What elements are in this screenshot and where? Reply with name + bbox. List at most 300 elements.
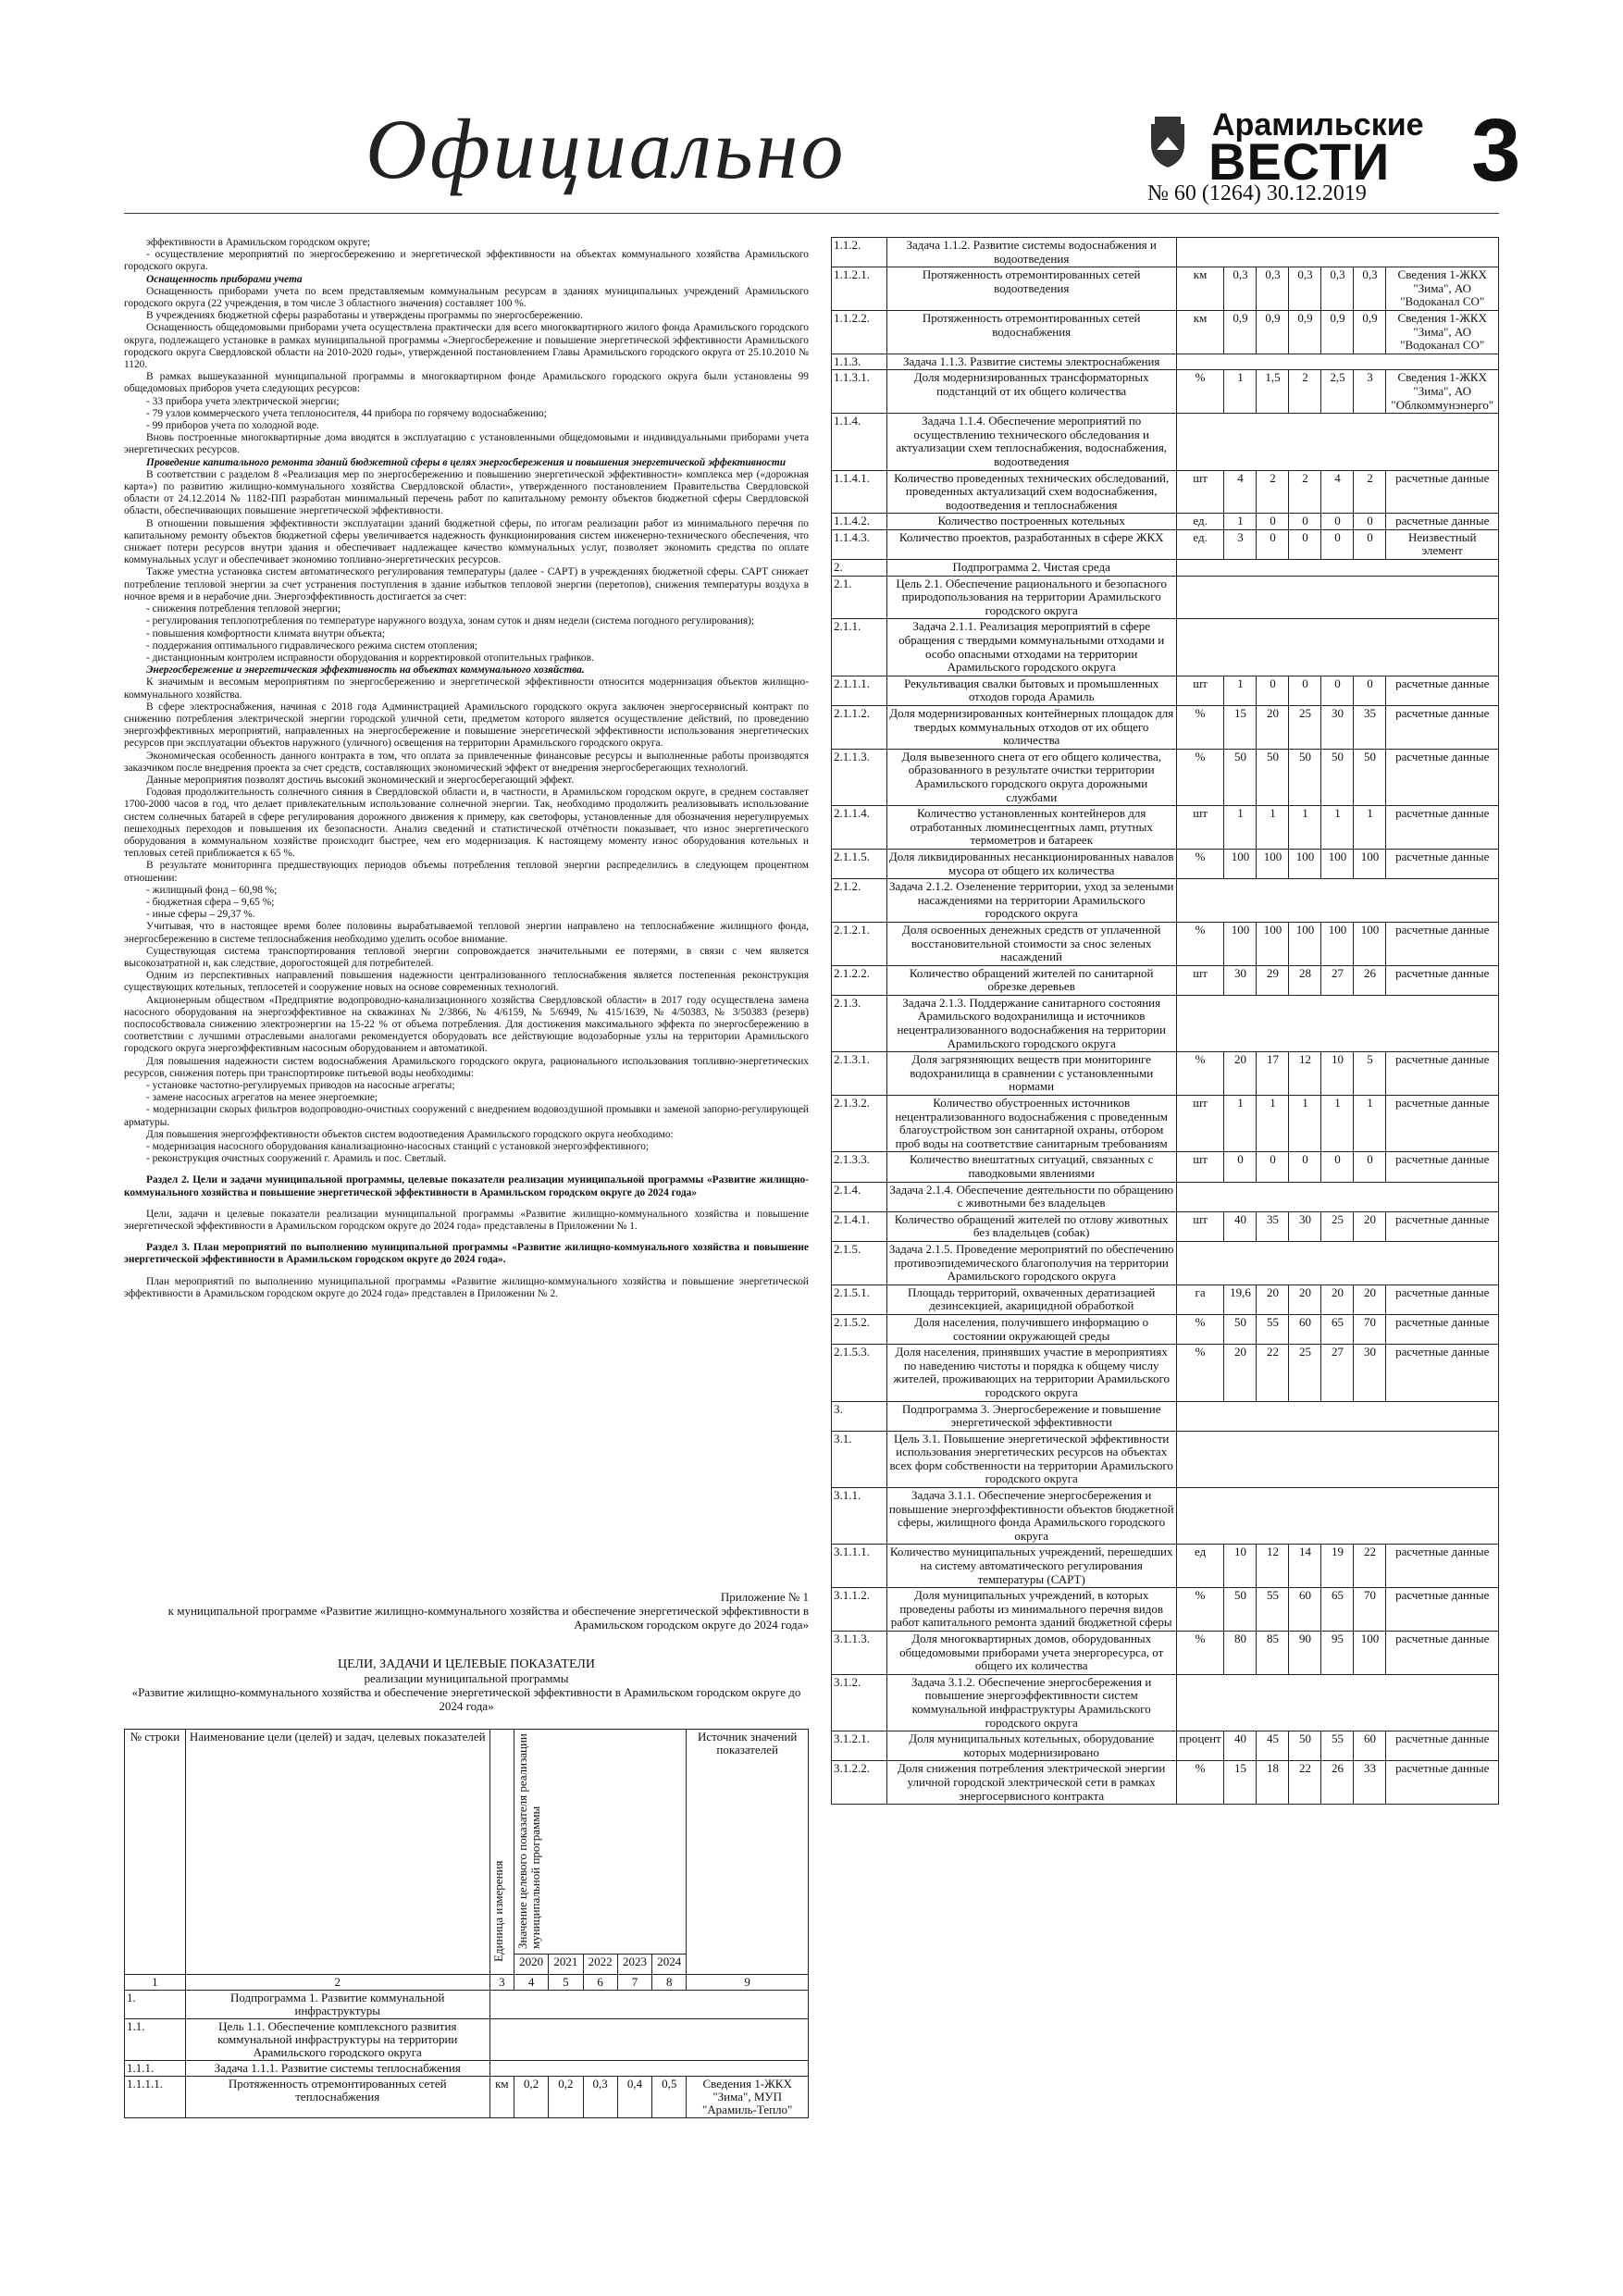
page-number: 3 xyxy=(1471,101,1521,200)
row-value: 1 xyxy=(1224,370,1257,414)
row-unit: % xyxy=(1176,1052,1224,1096)
paragraph: Акционерным обществом «Предприятие водопроводно-канализационного хозяйства Свердловской области» в 2017 году осуществлена замена насосного оборудования на энергоэффективное на скважинах № 2/3866, № 4/6159, № 5/6949, № 415/1639, № 4/50383, № 3/50383 (резерв) поспособствовала снижению электроэнергии на 15-22 % от объема потребления. Для достижения максимального эффекта по энергосбережению в соответствии с лучшими отраслевыми аналогами рекомендуется оборудовать все действующие водозаборные узлы на территории Арамильского городского округа энергоэффективным насосным оборудованием и автоматикой. xyxy=(124,994,809,1055)
logo-line1: Арамильские xyxy=(1212,107,1424,143)
row-value: 60 xyxy=(1289,1588,1321,1632)
row-source: расчетные данные xyxy=(1386,849,1499,878)
row-name: Доля муниципальных учреждений, в которых проведены работы из минимального перечня видов работ капитального ремонта зданий бюджетной сферы xyxy=(886,1588,1176,1632)
row-unit: ед. xyxy=(1176,514,1224,530)
col-unit-header: Единица измерения xyxy=(489,1730,514,1975)
row-value: 80 xyxy=(1224,1632,1257,1675)
row-unit: % xyxy=(1176,370,1224,414)
row-number: 2.1.1. xyxy=(832,619,887,676)
paragraph: - поддержания оптимального гидравлического режима систем отопления; xyxy=(146,639,477,652)
empty-cell xyxy=(1176,354,1498,370)
table-row xyxy=(832,354,1499,370)
row-value: 60 xyxy=(1354,1731,1386,1761)
col-value-header: Значение целевого показателя реализации муниципальной программы xyxy=(514,1730,687,1955)
row-source: расчетные данные xyxy=(1386,922,1499,965)
empty-cell xyxy=(1176,1182,1498,1211)
table-row xyxy=(832,995,1499,1051)
table-row xyxy=(832,370,1499,414)
paragraph: В соответствии с разделом 8 «Реализация мер по энергосбережению и повышению энергетической эффективности» комплекса мер («дорожная карта») по развитию жилищно-коммунального хозяйства Свердловской области», утвержденного постановлением Правительства Свердловской области от 24.12.2014 № 1182-ПП разработан минимальный перечень работ по капитальному ремонту объектов бюджетной сферы Свердловской области, обеспечивающих повышение энергетической эффективности. xyxy=(124,468,809,517)
row-name: Количество обустроенных источников нецентрализованного водоснабжения с проведенным благоустройством зон санитарной охраны, отбором проб воды на соответствие санитарным требованиям xyxy=(886,1096,1176,1152)
row-number: 2.1.5.2. xyxy=(832,1314,887,1344)
row-unit: % xyxy=(1176,922,1224,965)
table-row xyxy=(832,514,1499,530)
table-row xyxy=(125,2019,809,2061)
row-name: Доля населения, принявших участие в мероприятиях по наведению чистоты и порядка к общему числу жителей, проживающих на территории Арамильского городского округа xyxy=(886,1345,1176,1401)
row-value: 50 xyxy=(1289,1731,1321,1761)
paragraph: - 99 приборов учета по холодной воде. xyxy=(146,420,319,432)
row-source: Сведения 1-ЖКХ "Зима", МУП "Арамиль-Тепло" xyxy=(687,2077,809,2118)
row-value: 26 xyxy=(1321,1761,1354,1805)
row-name: Доля многоквартирных домов, оборудованных общедомовыми приборами учета энергоресурса, от общего их количества xyxy=(886,1632,1176,1675)
section-title: Официально xyxy=(365,102,847,196)
row-number: 3.1. xyxy=(832,1431,887,1487)
row-value: 0,3 xyxy=(1354,267,1386,311)
paragraph: - установке частотно-регулируемых приводов на насосные агрегаты; xyxy=(146,1080,455,1092)
empty-cell xyxy=(1176,560,1498,577)
row-name: Доля модернизированных трансформаторных подстанций от их общего количества xyxy=(886,370,1176,414)
row-value: 22 xyxy=(1257,1345,1289,1401)
row-value: 0 xyxy=(1354,514,1386,530)
empty-cell xyxy=(1176,1241,1498,1285)
row-value: 55 xyxy=(1321,1731,1354,1761)
paragraph: Цели, задачи и целевые показатели реализации муниципальной программы «Развитие жилищно-коммунального хозяйства и повышение энергетической эффективности в Арамильском городском округе до 2024 года» представлены в Приложении № 1. xyxy=(124,1208,809,1233)
row-value: 20 xyxy=(1224,1052,1257,1096)
table-row xyxy=(832,706,1499,750)
row-value: 55 xyxy=(1257,1588,1289,1632)
row-number: 1.1.2.2. xyxy=(832,310,887,354)
table-row xyxy=(832,879,1499,923)
empty-cell xyxy=(1176,995,1498,1051)
empty-cell xyxy=(1176,1674,1498,1731)
row-value: 0,9 xyxy=(1257,310,1289,354)
issue-number: № 60 (1264) 30.12.2019 xyxy=(1147,181,1367,205)
row-number: 1.1.3. xyxy=(832,354,887,370)
row-unit: ед xyxy=(1176,1545,1224,1588)
row-value: 100 xyxy=(1321,922,1354,965)
header-rule xyxy=(124,213,1499,214)
empty-cell xyxy=(1176,576,1498,619)
row-value: 3 xyxy=(1354,370,1386,414)
col-name-header: Наименование цели (целей) и задач, целевых показателей xyxy=(185,1730,489,1975)
row-number: 3.1.1.3. xyxy=(832,1632,887,1675)
empty-cell xyxy=(489,2019,808,2061)
row-value: 100 xyxy=(1257,849,1289,878)
paragraph: В результате мониторинга предшествующих периодов объемы потребления тепловой энергии распределились в следующем процентном отношении: xyxy=(124,860,809,884)
row-number: 3.1.1.2. xyxy=(832,1588,887,1632)
row-number: 2.1.1.4. xyxy=(832,806,887,850)
table-row xyxy=(832,1182,1499,1211)
row-number: 1.1.4.3. xyxy=(832,529,887,559)
row-name: Доля освоенных денежных средств от уплаченной восстановительной стоимости за снос зеленых насаждений xyxy=(886,922,1176,965)
table-row xyxy=(832,238,1499,267)
row-value: 27 xyxy=(1321,965,1354,995)
row-name: Цель 1.1. Обеспечение комплексного развития коммунальной инфраструктуры на территории Арамильского городского округа xyxy=(185,2019,489,2061)
table-row xyxy=(832,1632,1499,1675)
row-value: 1 xyxy=(1224,514,1257,530)
row-source: расчетные данные xyxy=(1386,1096,1499,1152)
row-value: 0,2 xyxy=(514,2077,549,2118)
row-number: 2.1.5.3. xyxy=(832,1345,887,1401)
table-row xyxy=(832,965,1499,995)
row-number: 3.1.1.1. xyxy=(832,1545,887,1588)
row-value: 50 xyxy=(1289,749,1321,805)
row-value: 0,4 xyxy=(617,2077,651,2118)
row-unit: % xyxy=(1176,706,1224,750)
row-value: 0 xyxy=(1321,676,1354,705)
paragraph: Оснащенность общедомовыми приборами учета осуществлена практически для всего многоквартирного жилого фонда Арамильского городского округа, подлежащего установке в рамках муниципальной программы «Энергосбережение и повышение энергетической эффективности Арамильского городского округа Свердловской области на 2010-2020 годы», утвержденной постановлением Главы Арамильского городского округа от 25.10.2010 № 1120. xyxy=(124,322,809,371)
paragraph: Для повышения энергоэффективности объектов систем водоотведения Арамильского городского округа необходимо: xyxy=(146,1128,674,1140)
paragraph: План мероприятий по выполнению муниципальной программы «Развитие жилищно-коммунального хозяйства и повышение энергетической эффективности в Арамильском городском округе до 2024 года» представлен в Приложении № 2. xyxy=(124,1275,809,1299)
row-value: 0 xyxy=(1289,529,1321,559)
row-value: 0 xyxy=(1257,676,1289,705)
paragraph: Оснащенность приборами учета по всем представляемым коммунальным ресурсам в зданиях муниципальных учреждений Арамильского городского округа (22 учреждения, в том числе 3 областного значения) составляет 100 %. xyxy=(124,285,809,310)
row-value: 70 xyxy=(1354,1314,1386,1344)
row-value: 0 xyxy=(1354,1152,1386,1182)
row-value: 17 xyxy=(1257,1052,1289,1096)
row-value: 0 xyxy=(1224,1152,1257,1182)
row-value: 2 xyxy=(1289,470,1321,514)
year-header: 2024 xyxy=(652,1955,687,1975)
row-value: 2 xyxy=(1257,470,1289,514)
row-unit: км xyxy=(489,2077,514,2118)
row-value: 25 xyxy=(1321,1211,1354,1241)
row-name: Количество проектов, разработанных в сфере ЖКХ xyxy=(886,529,1176,559)
empty-cell xyxy=(489,2061,808,2077)
row-name: Количество обращений жителей по санитарной обрезке деревьев xyxy=(886,965,1176,995)
column-index: 2 xyxy=(185,1975,489,1991)
row-number: 2.1.2. xyxy=(832,879,887,923)
paragraph: - бюджетная сфера – 9,65 %; xyxy=(146,896,275,908)
column-index: 1 xyxy=(125,1975,186,1991)
row-source: Сведения 1-ЖКХ "Зима", АО "Облкоммунэнерго" xyxy=(1386,370,1499,414)
table-row xyxy=(832,470,1499,514)
row-unit: шт xyxy=(1176,806,1224,850)
row-name: Рекультивация свалки бытовых и промышленных отходов города Арамиль xyxy=(886,676,1176,705)
row-value: 0,3 xyxy=(1257,267,1289,311)
row-number: 1.1.1. xyxy=(125,2061,186,2077)
row-value: 50 xyxy=(1321,749,1354,805)
newspaper-logo xyxy=(1147,104,1424,191)
column-index: 4 xyxy=(514,1975,549,1991)
row-value: 0 xyxy=(1257,514,1289,530)
row-source: расчетные данные xyxy=(1386,706,1499,750)
table-row xyxy=(832,619,1499,676)
empty-cell xyxy=(489,1991,808,2019)
row-number: 2.1.3.2. xyxy=(832,1096,887,1152)
row-number: 1.1.4.2. xyxy=(832,514,887,530)
table-row xyxy=(832,414,1499,470)
row-value: 0,9 xyxy=(1354,310,1386,354)
paragraph: В отношении повышения эффективности эксплуатации зданий бюджетной сферы, по итогам реализации работ из минимального перечня по капитальному ремонту объектов бюджетной сферы увеличивается надежность функционирования систем инженерно-технического обеспечения, что снижает потери ресурсов внутри здания и обеспечивает надлежащее качество коммунальных услуг, позволяет экономить средства по оплате коммунальных услуг и обеспечивает экономию топливно-энергетических ресурсов. xyxy=(124,517,809,566)
row-value: 35 xyxy=(1354,706,1386,750)
row-value: 0,3 xyxy=(1224,267,1257,311)
table-row xyxy=(832,1488,1499,1545)
row-value: 70 xyxy=(1354,1588,1386,1632)
table-row xyxy=(125,1991,809,2019)
paragraph: В учреждениях бюджетной сферы разработаны и утверждены программы по энергосбережению. xyxy=(146,310,583,322)
row-value: 5 xyxy=(1354,1052,1386,1096)
row-number: 2.1.2.2. xyxy=(832,965,887,995)
row-number: 2.1.1.1. xyxy=(832,676,887,705)
row-unit: шт xyxy=(1176,1211,1224,1241)
column-index: 6 xyxy=(583,1975,617,1991)
table-row xyxy=(832,1345,1499,1401)
row-source: расчетные данные xyxy=(1386,514,1499,530)
row-value: 30 xyxy=(1289,1211,1321,1241)
col-num-header: № строки xyxy=(125,1730,186,1975)
table-row xyxy=(832,1241,1499,1285)
empty-cell xyxy=(1176,1488,1498,1545)
year-header: 2020 xyxy=(514,1955,549,1975)
row-value: 40 xyxy=(1224,1731,1257,1761)
empty-cell xyxy=(1176,1401,1498,1431)
column-index: 9 xyxy=(687,1975,809,1991)
paragraph: Энергосбережение и энергетическая эффективность на объектах коммунального хозяйства. xyxy=(146,664,585,676)
row-value: 1 xyxy=(1321,806,1354,850)
table-row xyxy=(832,1674,1499,1731)
row-value: 20 xyxy=(1354,1285,1386,1314)
paragraph: - жилищный фонд – 60,98 %; xyxy=(146,884,278,896)
row-source: Неизвестный элемент xyxy=(1386,529,1499,559)
row-unit: шт xyxy=(1176,676,1224,705)
row-value: 2,5 xyxy=(1321,370,1354,414)
row-value: 1,5 xyxy=(1257,370,1289,414)
row-value: 100 xyxy=(1354,849,1386,878)
row-name: Задача 2.1.4. Обеспечение деятельности по обращению с животными без владельцев xyxy=(886,1182,1176,1211)
row-name: Задача 2.1.3. Поддержание санитарного состояния Арамильского водохранилища и источников нецентрализованного водоснабжения на территории Арамильского городского округа xyxy=(886,995,1176,1051)
row-value: 30 xyxy=(1321,706,1354,750)
row-value: 0,5 xyxy=(652,2077,687,2118)
row-value: 0 xyxy=(1289,514,1321,530)
row-value: 0 xyxy=(1321,529,1354,559)
row-number: 1.1. xyxy=(125,2019,186,2061)
row-value: 90 xyxy=(1289,1632,1321,1675)
row-source: расчетные данные xyxy=(1386,1545,1499,1588)
row-value: 15 xyxy=(1224,1761,1257,1805)
row-unit: процент xyxy=(1176,1731,1224,1761)
row-value: 22 xyxy=(1289,1761,1321,1805)
row-name: Доля модернизированных контейнерных площадок для твердых коммунальных отходов от их общего количества xyxy=(886,706,1176,750)
row-name: Протяженность отремонтированных сетей теплоснабжения xyxy=(185,2077,489,2118)
row-name: Количество проведенных технических обследований, проведенных актуализаций схем водоснабжения, водоотведения и теплоснабжения xyxy=(886,470,1176,514)
appendix-label: Приложение № 1 xyxy=(720,1590,809,1604)
paragraph: Годовая продолжительность солнечного сияния в Свердловской области и, в частности, в Арамильском городском округе, в среднем составляет 1700-2000 часов в год, что делает привлекательным использование солнечной энергии. Так, необходимо продолжить реализовывать использование систем солнечных батарей в сфере регулирования дорожного движения к примеру, как светофоры, установленные для обозначения нерегулируемых пешеходных переходов и повышения их безопасности. Анализ сведений и статистической отчётности показывает, что износ энергетического оборудования в коммунальном хозяйстве происходит быстрее, чем его модернизация. К настоящему моменту износ оборудования котельных и тепловых сетей приближается к 65 %. xyxy=(124,787,809,860)
row-number: 2.1. xyxy=(832,576,887,619)
row-source: расчетные данные xyxy=(1386,1345,1499,1401)
row-value: 26 xyxy=(1354,965,1386,995)
targets-table-left xyxy=(124,1729,809,2118)
row-name: Доля вывезенного снега от его общего количества, образованного в результате очистки территории Арамильского городского округа дорожными службами xyxy=(886,749,1176,805)
row-source: расчетные данные xyxy=(1386,1152,1499,1182)
row-value: 25 xyxy=(1289,706,1321,750)
paragraph: Также уместна установка систем автоматического регулирования температуры (далее - САРТ) в учреждениях бюджетной сферы. САРТ снижает потребление тепловой энергии за счет устранения поступления в здание избытков тепловой энергии (перетопов), снижения температуры воздуха в ночное время и в нерабочие дни. Энергоэффективность достигается за счет: xyxy=(124,566,809,602)
row-value: 4 xyxy=(1224,470,1257,514)
appendix-title: ЦЕЛИ, ЗАДАЧИ И ЦЕЛЕВЫЕ ПОКАЗАТЕЛИ xyxy=(338,1657,595,1671)
year-header: 2021 xyxy=(549,1955,583,1975)
row-unit: % xyxy=(1176,1588,1224,1632)
appendix-sub2: «Развитие жилищно-коммунального хозяйства и обеспечение энергетической эффективности в Арамильском городском округе до 2024 года» xyxy=(131,1685,801,1713)
row-source: расчетные данные xyxy=(1386,1285,1499,1314)
appendix-sub1: реализации муниципальной программы xyxy=(364,1671,569,1685)
row-unit: ед. xyxy=(1176,529,1224,559)
empty-cell xyxy=(1176,879,1498,923)
row-source: расчетные данные xyxy=(1386,1761,1499,1805)
row-number: 1. xyxy=(125,1991,186,2019)
row-value: 20 xyxy=(1257,706,1289,750)
row-number: 1.1.4.1. xyxy=(832,470,887,514)
row-value: 29 xyxy=(1257,965,1289,995)
logo-line2: ВЕСТИ xyxy=(1208,132,1391,191)
paragraph: К значимым и весомым мероприятиям по энергосбережению и энергетической эффективности относится модернизация объектов жилищно-коммунального хозяйства. xyxy=(124,676,809,701)
row-value: 0,9 xyxy=(1321,310,1354,354)
row-value: 1 xyxy=(1257,1096,1289,1152)
paragraph: - осуществление мероприятий по энергосбережению и энергетической эффективности на объектах коммунального хозяйства Арамильского городского округа. xyxy=(124,249,809,273)
row-source: расчетные данные xyxy=(1386,1052,1499,1096)
row-unit: % xyxy=(1176,1761,1224,1805)
paragraph: Проведение капитального ремонта зданий бюджетной сферы в целях энергосбережения и повышения энергетической эффективности xyxy=(146,456,787,468)
row-value: 50 xyxy=(1224,1588,1257,1632)
row-number: 1.1.3.1. xyxy=(832,370,887,414)
row-value: 1 xyxy=(1224,806,1257,850)
row-value: 0,9 xyxy=(1289,310,1321,354)
row-source: расчетные данные xyxy=(1386,676,1499,705)
row-value: 1 xyxy=(1354,806,1386,850)
row-value: 4 xyxy=(1321,470,1354,514)
row-unit: % xyxy=(1176,1314,1224,1344)
row-number: 3.1.2. xyxy=(832,1674,887,1731)
row-name: Доля населения, получившего информацию о состоянии окружающей среды xyxy=(886,1314,1176,1344)
row-name: Площадь территорий, охваченных дератизацией дезинсекцией, акарицидной обработкой xyxy=(886,1285,1176,1314)
row-value: 100 xyxy=(1289,849,1321,878)
paragraph: - 79 узлов коммерческого учета теплоносителя, 44 прибора по горячему водоснабжению; xyxy=(146,407,547,419)
paragraph: Для повышения надежности систем водоснабжения Арамильского городского округа, рационального использования топливно-энергетических ресурсов, снижения потерь при транспортировке питьевой воды необходимы: xyxy=(124,1055,809,1079)
row-name: Протяженность отремонтированных сетей водоотведения xyxy=(886,267,1176,311)
table-row xyxy=(832,806,1499,850)
paragraph: Оснащенность приборами учета xyxy=(146,273,303,285)
row-source: расчетные данные xyxy=(1386,1588,1499,1632)
row-value: 85 xyxy=(1257,1632,1289,1675)
empty-cell xyxy=(1176,414,1498,470)
table-row xyxy=(832,1431,1499,1487)
table-row xyxy=(832,1731,1499,1761)
row-number: 3. xyxy=(832,1401,887,1431)
row-name: Доля загрязняющих веществ при мониторинге водохранилища в сравнении с установленными нормами xyxy=(886,1052,1176,1096)
row-number: 2.1.1.2. xyxy=(832,706,887,750)
column-index: 3 xyxy=(489,1975,514,1991)
row-name: Количество муниципальных учреждений, перешедших на систему автоматического регулирования температуры (САРТ) xyxy=(886,1545,1176,1588)
row-value: 95 xyxy=(1321,1632,1354,1675)
row-value: 0 xyxy=(1257,1152,1289,1182)
paragraph: - дистанционным контролем исправности оборудования и корректировкой отопительных графиков. xyxy=(146,652,594,664)
row-number: 1.1.2.1. xyxy=(832,267,887,311)
year-header: 2022 xyxy=(583,1955,617,1975)
table-row xyxy=(832,1096,1499,1152)
table-row xyxy=(832,1152,1499,1182)
row-name: Цель 3.1. Повышение энергетической эффективности использования энергетических ресурсов на объектах всех форм собственности на территории Арамильского городского округа xyxy=(886,1431,1176,1487)
row-value: 0,2 xyxy=(549,2077,583,2118)
row-value: 50 xyxy=(1224,1314,1257,1344)
paragraph: Раздел 3. План мероприятий по выполнению муниципальной программы «Развитие жилищно-коммунального хозяйства и повышение энергетической эффективности в Арамильском городском округе до 2024 года». xyxy=(124,1242,809,1266)
row-number: 1.1.4. xyxy=(832,414,887,470)
row-value: 55 xyxy=(1257,1314,1289,1344)
row-source: Сведения 1-ЖКХ "Зима", АО "Водоканал СО" xyxy=(1386,310,1499,354)
row-name: Количество построенных котельных xyxy=(886,514,1176,530)
paragraph: эффективности в Арамильском городском округе; xyxy=(146,237,371,248)
row-name: Количество обращений жителей по отлову животных без владельцев (собак) xyxy=(886,1211,1176,1241)
row-value: 0,9 xyxy=(1224,310,1257,354)
row-name: Задача 1.1.1. Развитие системы теплоснабжения xyxy=(185,2061,489,2077)
row-number: 2.1.3.3. xyxy=(832,1152,887,1182)
row-value: 40 xyxy=(1224,1211,1257,1241)
row-value: 100 xyxy=(1321,849,1354,878)
row-value: 50 xyxy=(1224,749,1257,805)
row-value: 25 xyxy=(1289,1345,1321,1401)
paragraph: Учитывая, что в настоящее время более половины вырабатываемой тепловой энергии направлено на теплоснабжение жилищного фонда, энергосбережению в системе теплоснабжения необходимо уделить особое внимание. xyxy=(124,921,809,945)
row-name: Подпрограмма 2. Чистая среда xyxy=(886,560,1176,577)
table-row xyxy=(832,1545,1499,1588)
paragraph: Экономическая особенность данного контракта в том, что оплата за привлеченные финансовые ресурсы и выполненные работы производятся заказчиком после внедрения проекта за счет средств, составляющих экономический эффект от внедрения энергосберегающих технологий. xyxy=(124,750,809,774)
table-row xyxy=(832,529,1499,559)
row-name: Задача 1.1.2. Развитие системы водоснабжения и водоотведения xyxy=(886,238,1176,267)
row-number: 2.1.4. xyxy=(832,1182,887,1211)
column-index: 7 xyxy=(617,1975,651,1991)
row-value: 14 xyxy=(1289,1545,1321,1588)
row-value: 3 xyxy=(1224,529,1257,559)
row-number: 2.1.5.1. xyxy=(832,1285,887,1314)
row-value: 1 xyxy=(1354,1096,1386,1152)
table-row xyxy=(832,1052,1499,1096)
paragraph: Раздел 2. Цели и задачи муниципальной программы, целевые показатели реализации муниципальной программы «Развитие жилищно-коммунального хозяйства и повышение энергетической эффективности в Арамильском городском округе до 2024 года» xyxy=(124,1174,809,1198)
paragraph: - модернизации скорых фильтров водопроводно-очистных сооружений с внедрением водовоздушной промывки и заменой запорно-регулирующей арматуры. xyxy=(124,1104,809,1128)
row-number: 3.1.2.2. xyxy=(832,1761,887,1805)
row-value: 100 xyxy=(1257,922,1289,965)
row-value: 20 xyxy=(1321,1285,1354,1314)
row-value: 50 xyxy=(1354,749,1386,805)
table-row xyxy=(832,1761,1499,1805)
row-unit: % xyxy=(1176,749,1224,805)
row-value: 1 xyxy=(1224,1096,1257,1152)
column-index: 8 xyxy=(652,1975,687,1991)
row-value: 100 xyxy=(1224,849,1257,878)
row-value: 1 xyxy=(1321,1096,1354,1152)
coat-of-arms-icon xyxy=(1147,117,1188,168)
row-value: 22 xyxy=(1354,1545,1386,1588)
empty-cell xyxy=(1176,238,1498,267)
row-value: 1 xyxy=(1224,676,1257,705)
row-name: Задача 2.1.5. Проведение мероприятий по обеспечению противоэпидемического благополучия на территории Арамильского городского округа xyxy=(886,1241,1176,1285)
row-number: 1.1.2. xyxy=(832,238,887,267)
row-value: 18 xyxy=(1257,1761,1289,1805)
row-name: Доля снижения потребления электрической энергии уличной городской электрической сети в рамках энергосервисного контракта xyxy=(886,1761,1176,1805)
row-value: 0 xyxy=(1289,1152,1321,1182)
table-row xyxy=(125,2077,809,2118)
paragraph: - реконструкция очистных сооружений г. Арамиль и пос. Светлый. xyxy=(146,1153,447,1165)
row-unit: % xyxy=(1176,849,1224,878)
year-header: 2023 xyxy=(617,1955,651,1975)
paragraph: Данные мероприятия позволят достичь высокий экономический и энергосберегающий эффект. xyxy=(146,774,575,786)
row-name: Доля ликвидированных несанкционированных навалов мусора от общего их количества xyxy=(886,849,1176,878)
row-name: Задача 1.1.3. Развитие системы электроснабжения xyxy=(886,354,1176,370)
row-value: 65 xyxy=(1321,1588,1354,1632)
row-value: 60 xyxy=(1289,1314,1321,1344)
table-row xyxy=(832,1285,1499,1314)
row-value: 20 xyxy=(1224,1345,1257,1401)
row-name: Протяженность отремонтированных сетей водоснабжения xyxy=(886,310,1176,354)
row-value: 0,3 xyxy=(1321,267,1354,311)
